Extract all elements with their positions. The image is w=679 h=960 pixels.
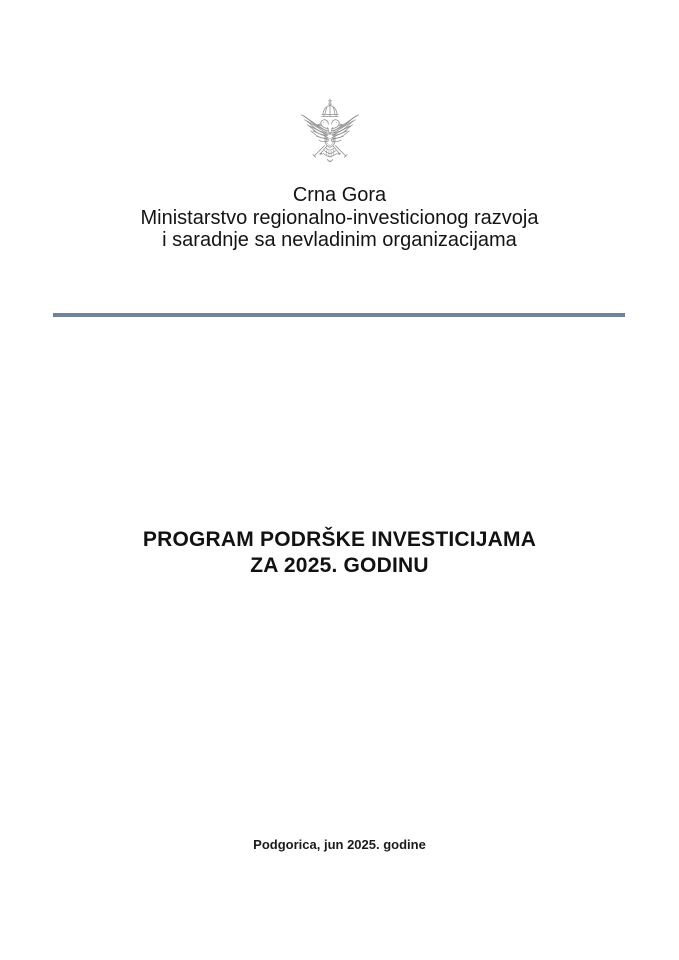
ministry-name-line1: Ministarstvo regionalno-investicionog razvoja bbox=[140, 206, 539, 229]
montenegro-coat-of-arms-icon bbox=[297, 97, 363, 168]
document-title bbox=[0, 527, 679, 579]
ministry-name-line2: i saradnje sa nevladinim organizacijama bbox=[162, 229, 517, 251]
header-org-block bbox=[5, 184, 674, 252]
document-title-line2: ZA 2025. GODINU bbox=[250, 554, 429, 577]
document-title-line1: PROGRAM PODRŠKE INVESTICIJAMA bbox=[142, 528, 537, 551]
place-and-date: Podgorica, jun 2025. godine bbox=[253, 837, 426, 852]
header-divider-rule bbox=[53, 313, 625, 317]
country-name: Crna Gora bbox=[292, 184, 387, 206]
